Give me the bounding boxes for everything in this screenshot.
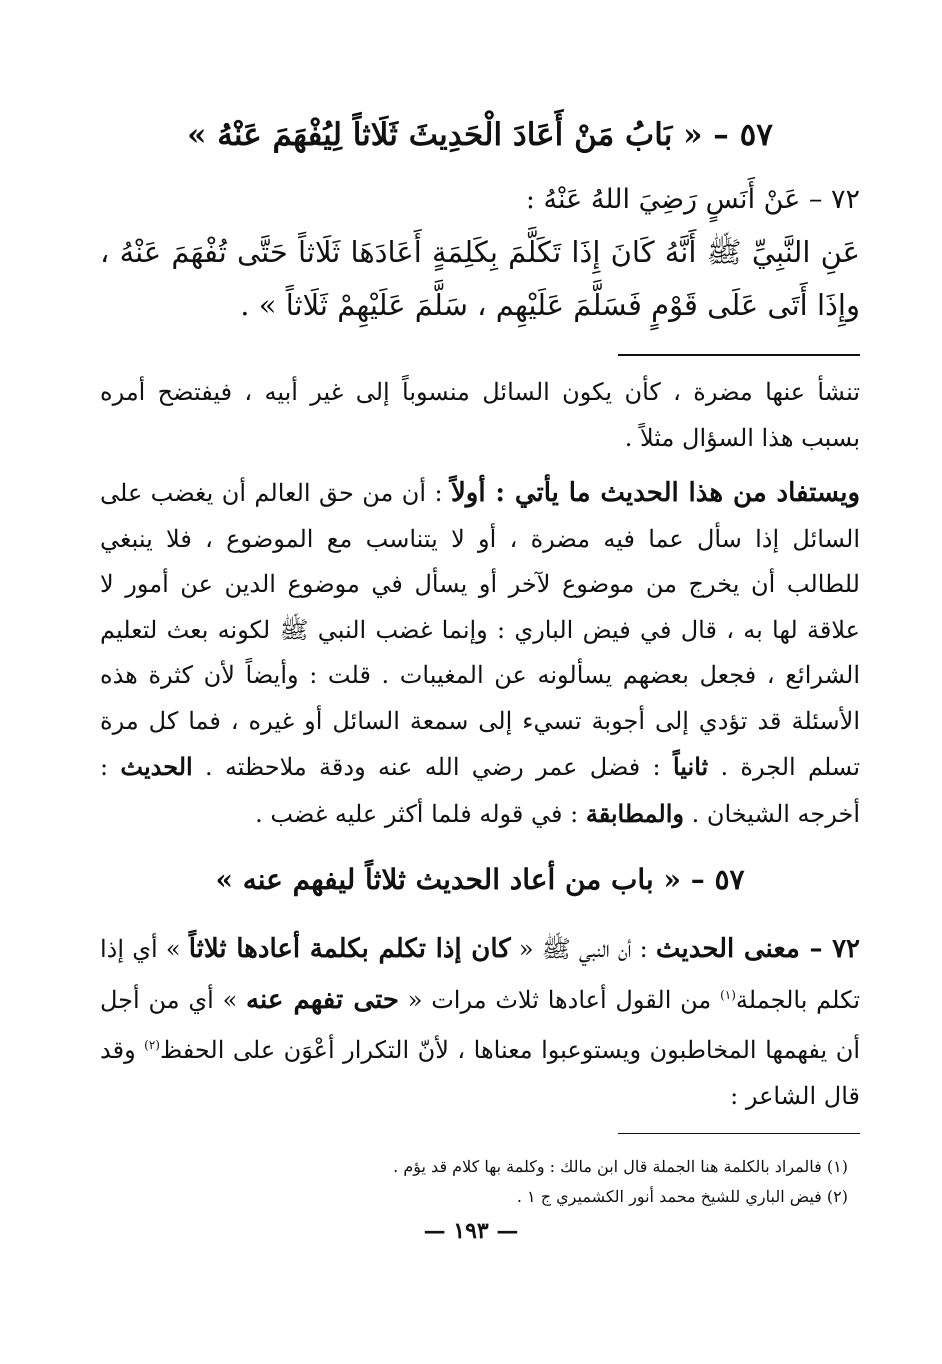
- benefit-second-text: : فضل عمر رضي الله عنه ودقة ملاحظته .: [192, 753, 673, 781]
- explanation-text-4: » أي من أجل أن يفهمها المخاطبون ويستوعبوا معناها ، لأنّ التكرار أعْوَن على الحفظ: [100, 985, 860, 1064]
- page-number: — ١٩٣ —: [423, 1218, 519, 1244]
- footnote-marker-2[interactable]: (٢): [144, 1038, 160, 1052]
- hadith-source-label: الحديث: [120, 752, 193, 781]
- explanation-text-1: : أن النبي ﷺ «: [510, 935, 656, 963]
- footnotes-divider: [618, 1133, 860, 1134]
- footnote-marker-1[interactable]: (١): [720, 987, 736, 1002]
- correspondence-text: : في قوله فلما أكثر عليه غضب .: [255, 799, 586, 828]
- explanation-text-2: » أي إذا تكلم بالجملة: [100, 935, 860, 1014]
- benefit-second-label: ثانياً: [672, 752, 709, 781]
- footnote-2: (٢) فيض الباري للشيخ محمد أنور الكشميري ج ١ .: [516, 1187, 848, 1206]
- explanation-text-3: من القول أعادها ثلاث مرات «: [398, 985, 721, 1014]
- explanation-label: ٧٢ – معنى الحديث: [655, 934, 861, 964]
- hadith-text: عَنِ النَّبِيِّ ﷺ أَنَّهُ كَانَ إِذَا تَكَلَّمَ بِكَلِمَةٍ أَعَادَهَا ثَلَاثاً حَتَّى تُفْهَمَ عَنْهُ ، وإِذَا أَتَى عَلَى قَوْمٍ فَسَلَّمَ عَلَيْهِم ، سَلَّمَ عَلَيْهِمْ ثَلَاثاً » .: [100, 235, 860, 322]
- benefit-first-text: : أن من حق العالم أن يغضب على السائل إذا سأل عما فيه مضرة ، أو لا يتناسب مع الموضوع ، فلا ينبغي للطالب أن يخرج من موضوع لآخر أو يسأل في موضوع الدين عن أمور لا علاقة لها به ، قال في فيض الباري : وإنما غضب النبي ﷺ لكونه بعث لتعليم الشرائع ، فجعل بعضهم يسألونه عن المغيبات . قلت : وأيضاً لأن كثرة هذه الأسئلة قد تؤدي إلى أجوبة تسيء إلى سمعة السائل أو غيره ، فما كل مرة تسلم الجرة .: [100, 479, 861, 781]
- chapter-title: ٥٧ – « بَابُ مَنْ أَعَادَ الْحَدِيثَ ثَلَاثاً لِيُفْهَمَ عَنْهُ »: [187, 117, 773, 153]
- page-body: [100, 110, 860, 1212]
- hadith-source-text: : أخرجه الشيخان .: [100, 753, 860, 828]
- section-title: ٥٧ – « باب من أعاد الحديث ثلاثاً ليفهم عنه »: [215, 863, 745, 896]
- explanation-quote-1: كان إذا تكلم بكلمة أعادها ثلاثاً: [188, 934, 511, 964]
- commentary-paragraph-1: تنشأ عنها مضرة ، كأن يكون السائل منسوباً إلى غير أبيه ، فيفتضح أمره بسبب هذا السؤال مثلاً .: [100, 378, 860, 452]
- commentary-paragraph-2: [100, 471, 860, 837]
- benefits-intro: ويستفاد من هذا الحديث ما يأتي : أولاً: [450, 478, 860, 508]
- commentary-divider: [618, 354, 860, 356]
- explanation-paragraph: [100, 927, 860, 1119]
- explanation-quote-2: حتى تفهم عنه: [246, 984, 399, 1015]
- hadith-heading: ٧٢ – عَنْ أَنَسٍ رَضِيَ اللهُ عَنْهُ :: [525, 184, 860, 215]
- footnote-1: (١) فالمراد بالكلمة هنا الجملة قال ابن مالك : وكلمة بها كلام قد يؤم .: [393, 1157, 848, 1176]
- footnotes: [100, 1152, 860, 1212]
- correspondence-label: والمطابقة: [585, 798, 684, 828]
- explanation-text-5: وقد قال الشاعر :: [100, 1036, 860, 1110]
